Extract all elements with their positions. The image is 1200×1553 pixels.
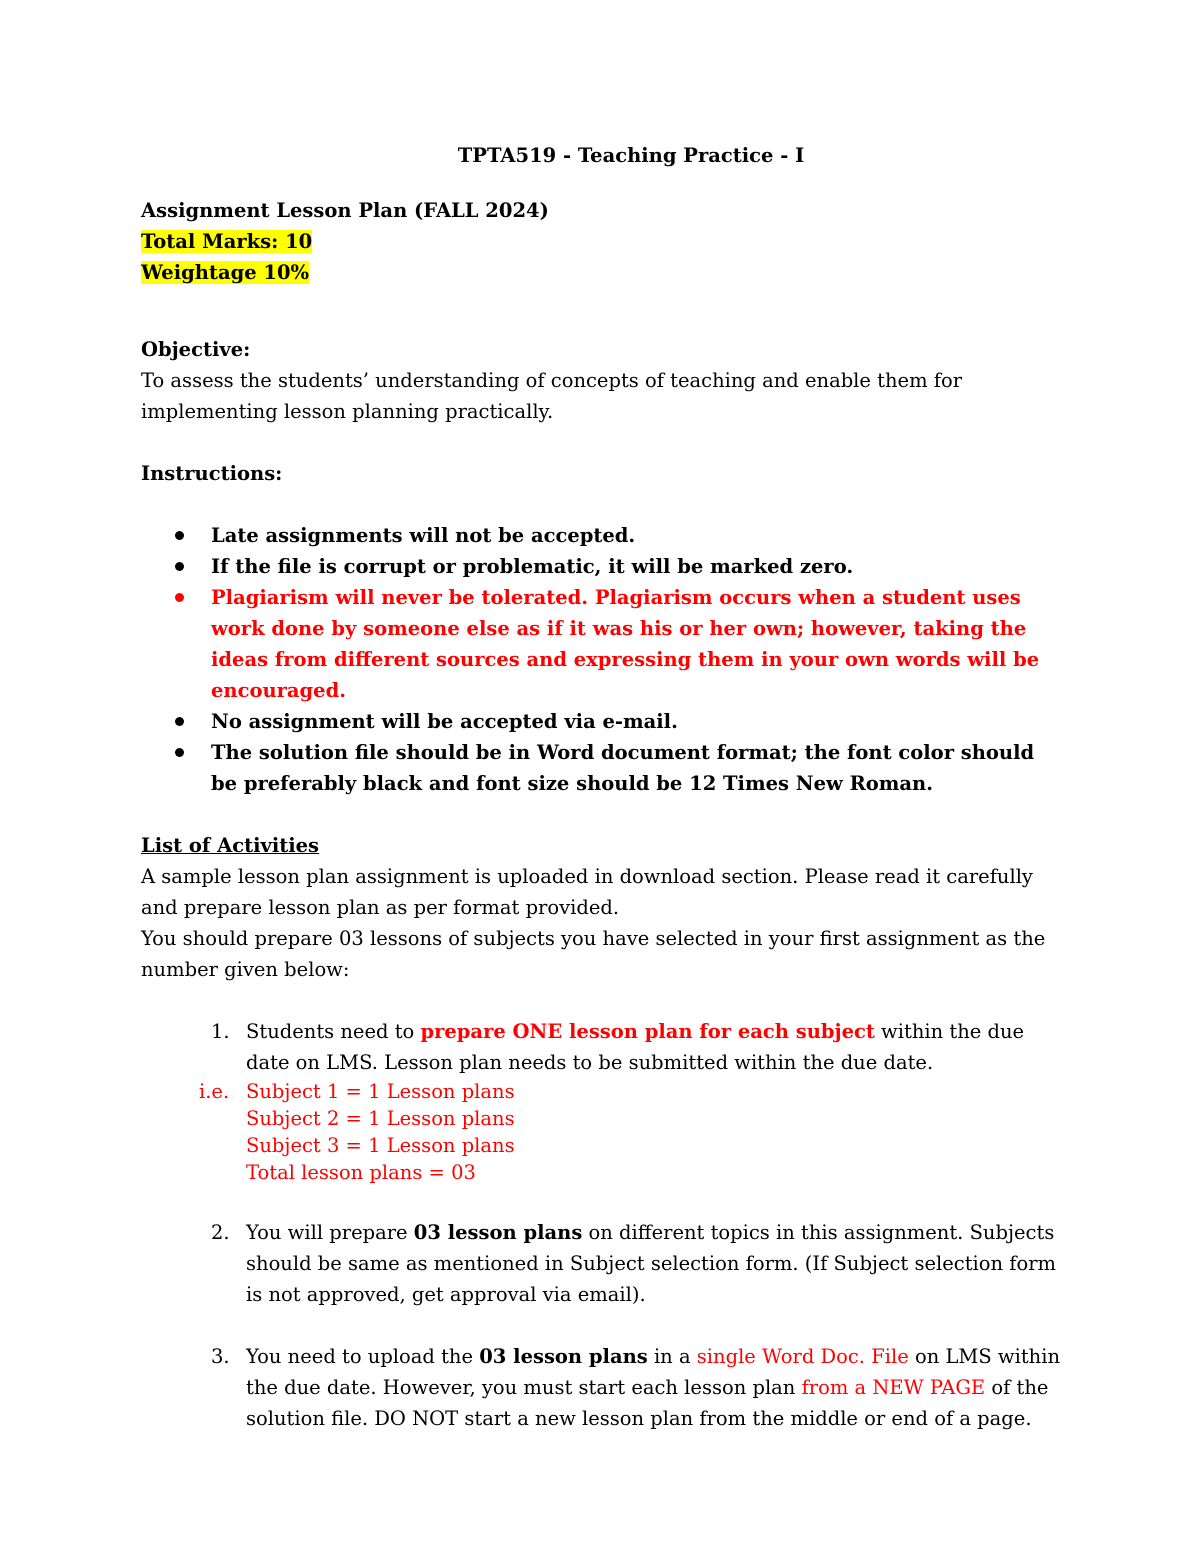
assignment-heading: Assignment Lesson Plan (FALL 2024) bbox=[141, 199, 549, 222]
weightage: Weightage 10% bbox=[141, 261, 310, 284]
list-item: The solution file should be in Word document format; the font color should be preferably black and font size should be 12 Times New Roman. bbox=[211, 737, 1061, 799]
activity-item-3: 3. You need to upload the 03 lesson plans in a single Word Doc. File on LMS within the due date. However, you must start each lesson plan from a NEW PAGE of the solution file. DO NOT start a new lesson plan from the middle or end of a page. bbox=[211, 1345, 1061, 1430]
bullet-icon bbox=[175, 593, 184, 602]
bullet-icon bbox=[175, 717, 184, 726]
list-item: Late assignments will not be accepted. bbox=[211, 520, 1061, 551]
bullet-icon bbox=[175, 531, 184, 540]
activities-para-2: You should prepare 03 lessons of subjects you have selected in your first assignment as the number given below: bbox=[141, 927, 1046, 981]
activities-heading: List of Activities bbox=[141, 834, 320, 857]
activity-item-1: 1. Students need to prepare ONE lesson plan for each subject within the due date on LMS. Lesson plan needs to be submitted within the due date. bbox=[211, 1020, 1025, 1074]
document-title: TPTA519 - Teaching Practice - I bbox=[457, 144, 805, 167]
subject-breakdown: i.e. Subject 1 = 1 Lesson plans Subject 2 = 1 Lesson plans Subject 3 = 1 Lesson plans Total lesson plans = 03 bbox=[199, 1080, 515, 1184]
list-item: Plagiarism will never be tolerated. Plagiarism occurs when a student uses work done by someone else as if it was his or her own; however, taking the ideas from different sources and expressing them in your own words will be encouraged. bbox=[211, 582, 1061, 706]
list-item: No assignment will be accepted via e-mail. bbox=[211, 706, 1061, 737]
document-page bbox=[141, 140, 1061, 1434]
instructions-list bbox=[141, 520, 1061, 799]
list-item: If the file is corrupt or problematic, it will be marked zero. bbox=[211, 551, 1061, 582]
objective-text: To assess the students’ understanding of concepts of teaching and enable them for implementing lesson planning practically. bbox=[141, 369, 963, 423]
instructions-heading: Instructions: bbox=[141, 462, 283, 485]
activities-para-1: A sample lesson plan assignment is uploaded in download section. Please read it carefully and prepare lesson plan as per format provided. bbox=[141, 865, 1033, 919]
bullet-icon bbox=[175, 562, 184, 571]
total-marks: Total Marks: 10 bbox=[141, 230, 313, 253]
bullet-icon bbox=[175, 748, 184, 757]
objective-heading: Objective: bbox=[141, 338, 251, 361]
activity-item-2: 2. You will prepare 03 lesson plans on different topics in this assignment. Subjects should be same as mentioned in Subject selection form. (If Subject selection form is not approved, get approval via email). bbox=[211, 1221, 1057, 1306]
